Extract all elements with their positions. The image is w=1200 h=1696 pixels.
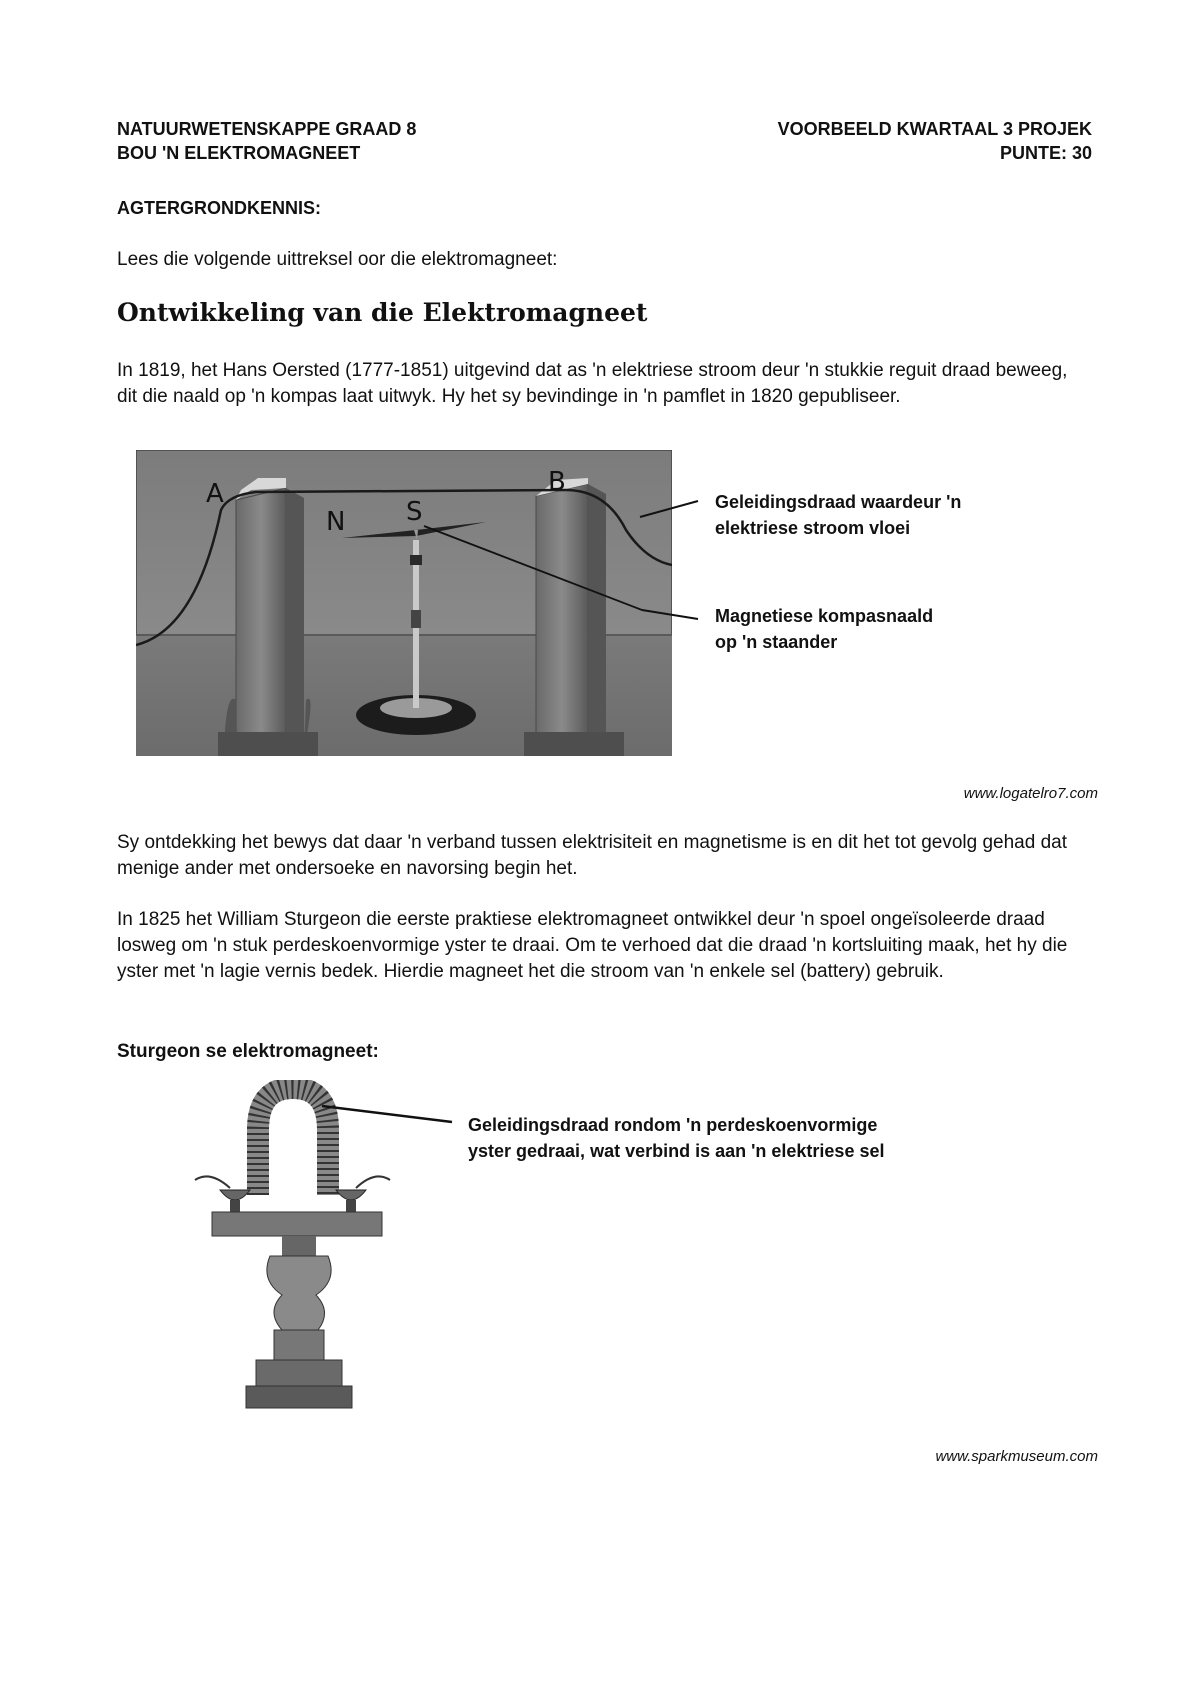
header-marks: PUNTE: 30	[999, 143, 1092, 163]
figure2-credit: www.sparkmuseum.com	[935, 1448, 1098, 1465]
label-b: B	[548, 467, 566, 497]
article-title: Ontwikkeling van die Elektromagneet	[117, 298, 648, 327]
callout-coil-line1: Geleidingsdraad rondom 'n perdeskoenvormige	[468, 1115, 878, 1135]
section-heading: AGTERGRONDKENNIS:	[117, 198, 322, 218]
sturgeon-heading: Sturgeon se elektromagneet:	[117, 1041, 379, 1062]
callout-needle-line1: Magnetiese kompasnaald	[715, 606, 934, 626]
paragraph-oersted: In 1819, het Hans Oersted (1777-1851) uitgevind dat as 'n elektriese stroom deur 'n stukkie reguit draad beweeg, dit die naald op 'n kompas laat uitwyk. Hy het sy bevindinge in 'n pamflet in 1820 gepubliseer.	[117, 360, 1068, 407]
label-a: A	[206, 479, 224, 509]
callout-wire-line2: elektriese stroom vloei	[715, 518, 911, 538]
header-term: VOORBEELD KWARTAAL 3 PROJEK	[777, 119, 1092, 139]
callout-needle-line2: op 'n staander	[715, 632, 838, 652]
figure2-leader-line	[320, 1100, 460, 1130]
callout-coil-line2: yster gedraai, wat verbind is aan 'n elektriese sel	[468, 1141, 885, 1161]
label-s: S	[406, 497, 423, 527]
horseshoe-iron	[258, 1088, 328, 1195]
stand-column	[246, 1236, 352, 1408]
intro-text: Lees die volgende uittreksel oor die elektromagneet:	[117, 249, 558, 270]
callout-wire-line1: Geleidingsdraad waardeur 'n	[715, 492, 962, 512]
figure1-credit: www.logatelro7.com	[963, 785, 1098, 802]
header-subject: NATUURWETENSKAPPE GRAAD 8	[117, 119, 417, 139]
oersted-experiment-figure	[136, 450, 672, 756]
header-project-title: BOU 'N ELEKTROMAGNEET	[117, 143, 361, 163]
sturgeon-electromagnet-figure	[190, 1080, 440, 1420]
label-n: N	[326, 507, 346, 537]
mercury-cups	[195, 1176, 390, 1212]
figure1-leader-lines	[630, 495, 710, 625]
paragraph-discovery: Sy ontdekking het bewys dat daar 'n verband tussen elektrisiteit en magnetisme is en dit het tot gevolg gehad dat menige ander met ondersoeke en navorsing begin het.	[117, 832, 1067, 879]
paragraph-sturgeon: In 1825 het William Sturgeon die eerste praktiese elektromagneet ontwikkel deur 'n spoel ongeïsoleerde draad losweg om 'n stuk perdeskoenvormige yster te draai. Om te verhoed dat die draad 'n kortsluiting maak, het hy die yster met 'n lagie vernis bedek. Hierdie magneet het die stroom van 'n enkele sel (battery) gebruik.	[117, 909, 1068, 982]
wooden-platform	[212, 1212, 382, 1236]
